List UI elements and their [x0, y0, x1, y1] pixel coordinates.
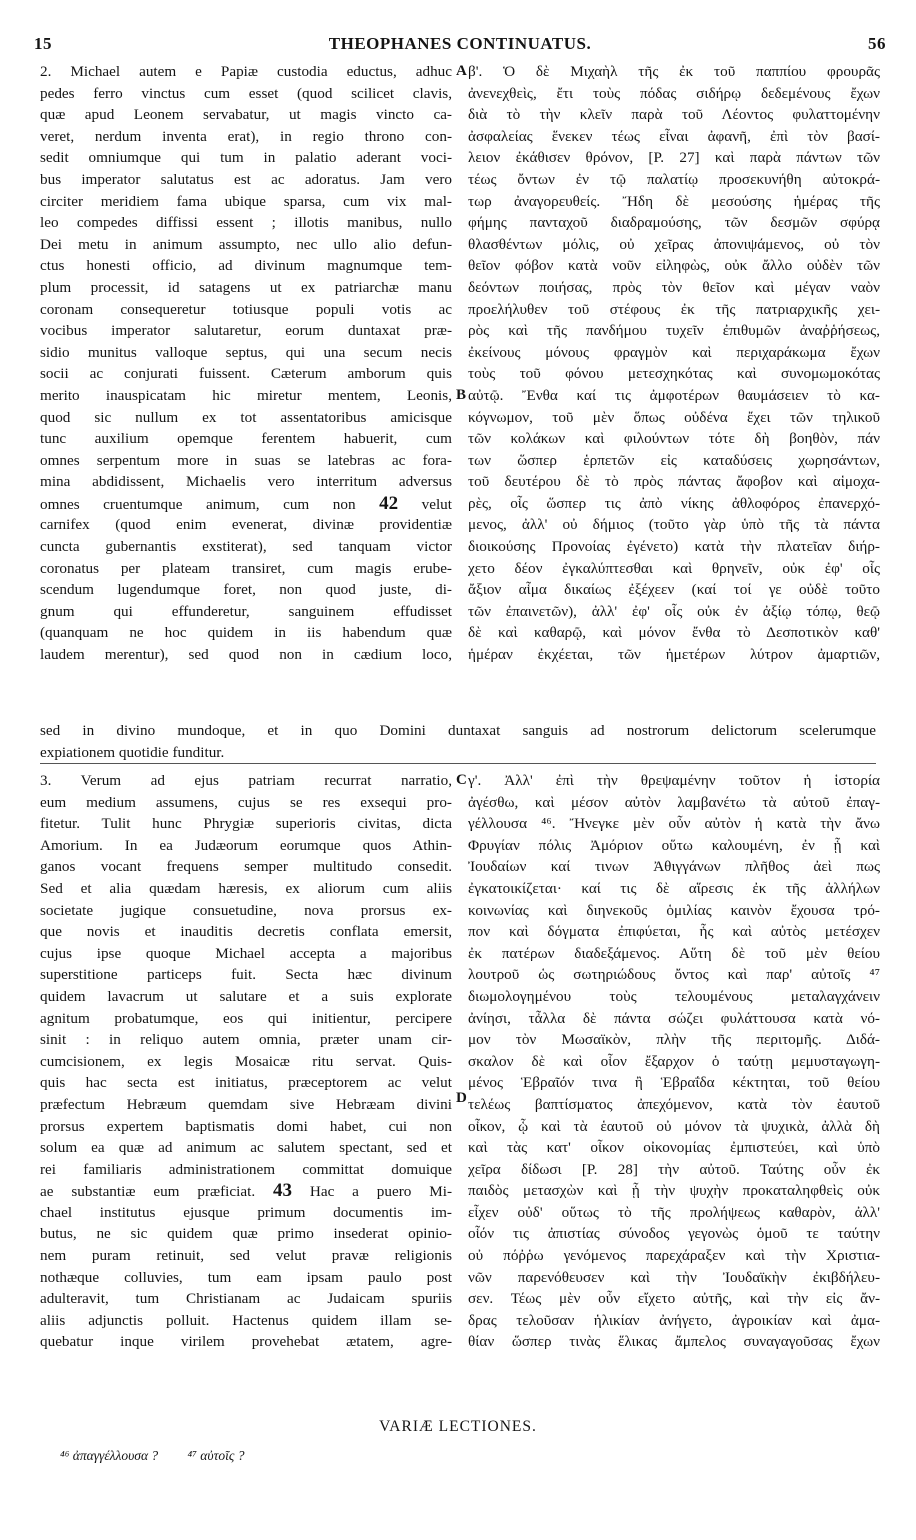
text-line: τελέως βαπτίσματος ἀπεχόμενον, κατὰ τὸν ἑαυτοῦ [468, 1095, 880, 1113]
text-line: bus imperator salutatus est ac adoratus. Jam vero [40, 170, 452, 188]
text-line: σεν. Τέως μὲν οὖν εἴχετο αὐτῆς, καὶ τὴν εἰς ἄν- [468, 1290, 880, 1308]
text-line: sinit : in reliquo autem omnia, præter unam cir- [40, 1031, 452, 1049]
text-line: παιδὸς μετασχὼν καὶ ᾗ τὴν ψυχὴν προκαταληφθεὶς οὐκ [468, 1182, 880, 1200]
text-line: tunc auxilium opemque ferentem habuerit, cum [40, 430, 452, 448]
text-line: οὐ πόῤῥω γενόμενος παρεχάραξεν καὶ τὴν Χριστια- [468, 1247, 880, 1265]
text-line: μένος Ἑβραῖόν τινα ἢ Ἑβραΐδα κέκτηται, τοῦ θείου [468, 1074, 880, 1092]
text-line: γ'. Ἀλλ' ἐπὶ τὴν θρεψαμένην τοῦτον ἡ ἱστορία [468, 772, 880, 789]
page-marker: 42 [379, 492, 399, 514]
page-number-right: 56 [868, 34, 886, 53]
text-line: β'. Ὁ δὲ Μιχαὴλ τῆς ἐκ τοῦ παππίου φρουρᾶς [468, 63, 880, 80]
text-line: ἀνενεχθεὶς, ἔτι τοὺς πόδας σιδήρῳ δεδεμένους ἔχων [468, 84, 880, 102]
text-line: ganos vocant frequens semper multitudo consedit. [40, 858, 452, 876]
section-divider [40, 763, 876, 764]
text-line-head: ae substantiæ eum præficiat. [40, 1183, 256, 1201]
text-line: μενος, ἀλλ' οὐ δήμιος (τοῦτο γὰρ ὑπὸ τῆς τὰ πάντα [468, 516, 880, 534]
text-line: θλασθέντων μόλις, οὐ χεῖρας ἀπονιψάμενος, οὐ τὸν [468, 235, 880, 253]
text-line: prorsus expertem baptismatis domi habet, cui non [40, 1117, 452, 1135]
text-line: butus, ne sic quidem quæ primo insederat opinio- [40, 1225, 452, 1243]
text-line: cujus ipse quoque Michael accepta a majoribus [40, 944, 452, 962]
text-line: οἷόν τις ἀπιστίας σύνοδος γεγονὼς ὁμοῦ τε ταύτην [468, 1225, 880, 1243]
page-number-left: 15 [34, 34, 52, 53]
text-line: οἶκον, ᾧ καὶ τὰ ἑαυτοῦ οὐ μόνον τὰ ψυχικὰ, ἀλλὰ δὴ [468, 1117, 880, 1135]
text-line: pedes ferro vinctus cum esset (quod scilicet clavis, [40, 84, 452, 102]
text-line: adulteravit, tum Christianam ac Judaicam spuriis [40, 1290, 452, 1308]
text-line: των ὥσπερ ἑρπετῶν εἰς καταδύσεις χωρησάντων, [468, 451, 880, 469]
full-width-line-1: sed in divino mundoque, et in quo Domini duntaxat sanguis ad nostrorum delictorum scelerumque [40, 722, 876, 739]
text-line: quis hac secta est initiatus, præceptorem ac velut [40, 1074, 452, 1092]
text-line: Amorium. In ea Judæorum eorumque quos Athin- [40, 836, 452, 854]
text-line: Φρυγίαν πόλις Ἀμόριον οὕτω καλουμένη, ἐν ᾗ καὶ [468, 836, 880, 854]
text-line: δὲ καὶ καθαρῷ, καὶ μόνον ἔνθα τὸ Δεσποτικὸν καθ' [468, 624, 880, 642]
text-line: προελήλυθεν τοῦ στέφους ἐκ τῆς πατριαρχικῆς χει- [468, 300, 880, 318]
text-line: λουτροῦ ὡς σωτηριώδους ὄντος καὶ παρ' αὐτοῖς ⁴⁷ [468, 966, 880, 984]
text-line: sidio munitus valloque septus, qui una secum necis [40, 343, 452, 361]
text-line: χεῖρα δίδωσι [P. 28] τὴν αὐτοῦ. Ταύτης οὖν ἐκ [468, 1160, 880, 1178]
margin-letter-b: B [456, 387, 467, 403]
text-line [40, 1180, 452, 1202]
text-line: γέλλουσα ⁴⁶. Ἤνεγκε μὲν οὖν αὐτὸν ἡ κατὰ τὴν ἄνω [468, 815, 880, 833]
text-line: κόγνωμον, τοῦ μὲν ὅπως οὐδένα ἔχει τῶν τηλικοῦ [468, 408, 880, 426]
text-line: cuncta gubernantis exstiterat), sed tanquam victor [40, 538, 452, 556]
text-line: eum medium assumens, cujus se res exsequi pro- [40, 793, 452, 811]
text-line: τῶν κολάκων καὶ φιλούντων τότε δὴ βοηθὸν, πάν [468, 430, 880, 448]
text-line: sedit omniumque qui tum in palatio aderant voci- [40, 149, 452, 167]
text-line: νῶν παρενόθευσεν καὶ τὴν Ἰουδαϊκὴν ἐκιβδήλευ- [468, 1268, 880, 1286]
latin-column-section-3 [40, 770, 452, 1353]
text-line: τέως ὄντων ἐν τῷ παλατίῳ προσεκυνήθη αὐτοκρά- [468, 170, 880, 188]
text-line: ἀνίησι, τἆλλα δὲ πάντα σώζει φυλάττουσα κατὰ νό- [468, 1009, 880, 1027]
text-line: ρὲς, οἷς ὥσπερ τις ἀπὸ νίκης ἀθλοφόρος ἐπανερχό- [468, 494, 880, 512]
text-line: mina abdidissent, Michaelis vero interritum adversus [40, 473, 452, 491]
text-line: κοινωνίας καὶ διηνεκοῦς ὁμιλίας καινὸν ἔχουσα τρό- [468, 901, 880, 919]
text-line: que novis et inauditis decretis conflata emersit, [40, 923, 452, 941]
text-line: Ἰουδαίων καί τινων Ἀθιγγάνων πλῆθος ἀεὶ πως [468, 858, 880, 876]
text-line: plum processit, id satagens ut ex patriarchæ manu [40, 278, 452, 296]
text-line: ἐκείνους μόνους φραγμὸν καὶ περιχαράκωμα ἔχων [468, 343, 880, 361]
text-line: λειον ἐκάθισεν θρόνον, [P. 27] καὶ παρὰ πάντων τῶν [468, 149, 880, 167]
variae-lectiones-heading: VARIÆ LECTIONES. [379, 1418, 537, 1435]
text-line: rei familiaris administrationem committat domuique [40, 1160, 452, 1178]
text-line: ἀγέσθω, καὶ μέσον αὐτὸν λαμβανέτω τὰ αὐτοῦ ἐπαγ- [468, 793, 880, 811]
text-line: laudem merentur), sed quod non in cædium loco, [40, 646, 452, 664]
text-line: 2. Michael autem e Papiæ custodia eductus, adhuc [40, 63, 452, 80]
text-line: 3. Verum ad ejus patriam recurrat narratio, [40, 772, 452, 789]
text-line: gnum qui effunderetur, sanguinem effudisset [40, 602, 452, 620]
text-line: δρας τελοῦσαν ἡλικίαν ἀνήγετο, ἀγροικίαν καὶ ἀμα- [468, 1311, 880, 1329]
page-marker: 43 [273, 1180, 292, 1202]
text-line: cumcisionem, ex legis Mosaicæ ritu servat. Quis- [40, 1052, 452, 1070]
text-line: coronatus per plateam transiret, cum magis erube- [40, 559, 452, 577]
text-line: ἐγκατοικίζεται· καί τις δὲ αἵρεσις ἐκ τῆς ἀλλήλων [468, 879, 880, 897]
text-line-tail: Hac a puero Mi- [309, 1183, 452, 1201]
text-line: φήμης πανταχοῦ διαδραμούσης, τῶν δεσμῶν σφύρᾳ [468, 214, 880, 232]
text-line: solum ea quæ ad animum ac salutem spectant, sed et [40, 1139, 452, 1157]
text-line: carnifex (quod enim evenerat, divinæ providentiæ [40, 516, 452, 534]
text-line: fitetur. Tulit hunc Phrygiæ superioris civitas, dicta [40, 815, 452, 833]
text-line: socii ac conjurati fuissent. Cæterum amborum quis [40, 365, 452, 383]
text-line: ρὸς καὶ τῆς πανδήμου τυχεῖν ἐπιθυμῶν ἀναῤῥήσεως, [468, 322, 880, 340]
margin-letter-d: D [456, 1090, 467, 1106]
running-title: THEOPHANES CONTINUATUS. [328, 34, 592, 53]
text-line: χετο δέον ἐγκαλύπτεσθαι καὶ θρηνεῖν, οὐκ ἐφ' οἷς [468, 559, 880, 577]
footnotes [60, 1448, 271, 1464]
text-line: nem puram retinuit, sed velut pravæ religionis [40, 1247, 452, 1265]
text-line: (quanquam ne hoc quidem in iis habendum quæ [40, 624, 452, 642]
text-line: quidem lavacrum ut salutare et a suis explorate [40, 987, 452, 1005]
text-line: omnes serpentum more in suas se latebras ac fora- [40, 451, 452, 469]
running-header [34, 34, 886, 60]
text-line: καὶ τὰς κατ' οἶκον οἰκονομίας ἐμπιστεύει, καὶ ὑπὸ [468, 1139, 880, 1157]
text-line: agnitum probatumque, eos qui initientur, percipere [40, 1009, 452, 1027]
margin-letter-a: A [456, 63, 467, 79]
text-line: τοὺς τοῦ φόνου μετεσχηκότας καὶ συνομωμοκότας [468, 365, 880, 383]
text-line: ἐκ πατέρων διαδεξάμενος. Αὕτη δὲ τοῦ μὲν θείου [468, 944, 880, 962]
text-line: superstitione particeps fuit. Secta hæc divinum [40, 966, 452, 984]
text-line: ἀσφαλείας ἕνεκεν τέως εἶναι ἀφανῆ, ἐπὶ τὸν βασί- [468, 127, 880, 145]
text-line: δεόντων ποιήσας, πρὸς τὸν θεῖον καὶ μέγαν ναὸν [468, 278, 880, 296]
latin-column-section-2 [40, 61, 452, 666]
greek-column-section-3 [468, 770, 880, 1353]
text-line: quæ apud Leonem servabatur, ut magis vincto ca- [40, 106, 452, 124]
text-line [40, 493, 452, 515]
text-line: chael institutus ejusque primum documentis im- [40, 1203, 452, 1221]
text-line: præfectum Hebræum quemdam sive Hebræam divini [40, 1095, 452, 1113]
footnote-46: ⁴⁶ ἀπαγγέλλουσα ? [60, 1448, 159, 1463]
greek-column-section-2 [468, 61, 880, 666]
text-line: θεῖον φόβον κατὰ νοῦν εἰληφὼς, οὐκ ἄλλο οὐδὲν τῶν [468, 257, 880, 275]
text-line: coronam consequeretur totiusque populi votis ac [40, 300, 452, 318]
text-line: Sed et alia quædam hæresis, ex aliorum cum aliis [40, 879, 452, 897]
margin-letter-c: C [456, 772, 467, 788]
text-line: quod sic nullum ex tot assentatoribus amicisque [40, 408, 452, 426]
text-line: τῶν ἐπαινετῶν), ἀλλ' ἐφ' οἷς οὐκ ἐν ἀξίῳ τόπῳ, θεῷ [468, 602, 880, 620]
text-line: μον τὸν Μωσαϊκὸν, πλὴν τῆς περιτομῆς. Διδά- [468, 1031, 880, 1049]
text-line: σκαλον δὲ καὶ οἷον ἔξαρχον ὁ ταύτῃ μεμυσταγωγη- [468, 1052, 880, 1070]
text-line: veret, nerdum inventa erat), in regio throno con- [40, 127, 452, 145]
text-line: scendum lugendumque foret, non quod juste, di- [40, 581, 452, 599]
footnote-47: ⁴⁷ αὐτοῖς ? [187, 1448, 245, 1463]
text-line: leo compedes diffissi essent ; illotis manibus, nullo [40, 214, 452, 232]
text-line: θίαν ὥσπερ τινὰς ἕλικας ἄμπελος συναγαγοῦσας ἔχων [468, 1333, 880, 1351]
text-line: circiter meridiem fama ubique sparsa, cum vix mal- [40, 192, 452, 210]
text-line: merito inauspicatam hic miretur mentem, Leonis, [40, 386, 452, 404]
text-line: τοῦ δευτέρου δὲ τὸ πρὸς πάντας ἄφοβον καὶ αἱμοχα- [468, 473, 880, 491]
text-line: εἶχεν οὐδ' οὕτως τὸ τῆς προλήψεως καθαρὸν, ἀλλ' [468, 1203, 880, 1221]
text-line: aliis adjunctis polluit. Hactenus quidem illam se- [40, 1311, 452, 1329]
full-width-line-2: expiationem quotidie funditur. [40, 744, 225, 761]
text-line: ἡμέραν ἐκχέεται, τῶν ἡμετέρων λύτρον ἀμαρτιῶν, [468, 646, 880, 664]
text-line: Dei metu in animum assumpto, nec ullo alio defun- [40, 235, 452, 253]
text-line: διωμολογημένου τοὺς τελουμένους μεταλαγχάνειν [468, 987, 880, 1005]
text-line: διοικούσης Προνοίας ἐγένετο) κατὰ τὴν πλατεῖαν διήρ- [468, 538, 880, 556]
text-line-head: omnes cruentumque animum, cum non [40, 495, 356, 513]
text-line: αὐτῷ. Ἔνθα καί τις ἀμφοτέρων θαυμάσειεν τὸ κα- [468, 386, 880, 404]
text-line: τωρ ἀναγορευθείς. Ἤδη δὲ μεσούσης ἡμέρας τῆς [468, 192, 880, 210]
text-line: ctus honesti officio, ad divinum magnumque tem- [40, 257, 452, 275]
text-line-tail: velut [421, 495, 452, 513]
text-line: quebatur inque virilem provehebat ætatem, agre- [40, 1333, 452, 1351]
text-line: vocibus imperator salutaretur, eorum duntaxat præ- [40, 322, 452, 340]
text-line: societate jugique consuetudine, nova prorsus ex- [40, 901, 452, 919]
text-line: ἄξιον αἷμα δικαίως ἐξέχεεν (καί τοί γε οὐδὲ τοῦτο [468, 581, 880, 599]
text-line: πον καὶ δόγματα ἐπιφύεται, ἧς καὶ αὐτὸς μετέσχεν [468, 923, 880, 941]
text-line: διὰ τὸ τὴν κλεῖν παρὰ τοῦ Λέοντος φυλαττομένην [468, 106, 880, 124]
text-line: nothæque colluvies, tum eam ipsam paulo post [40, 1268, 452, 1286]
